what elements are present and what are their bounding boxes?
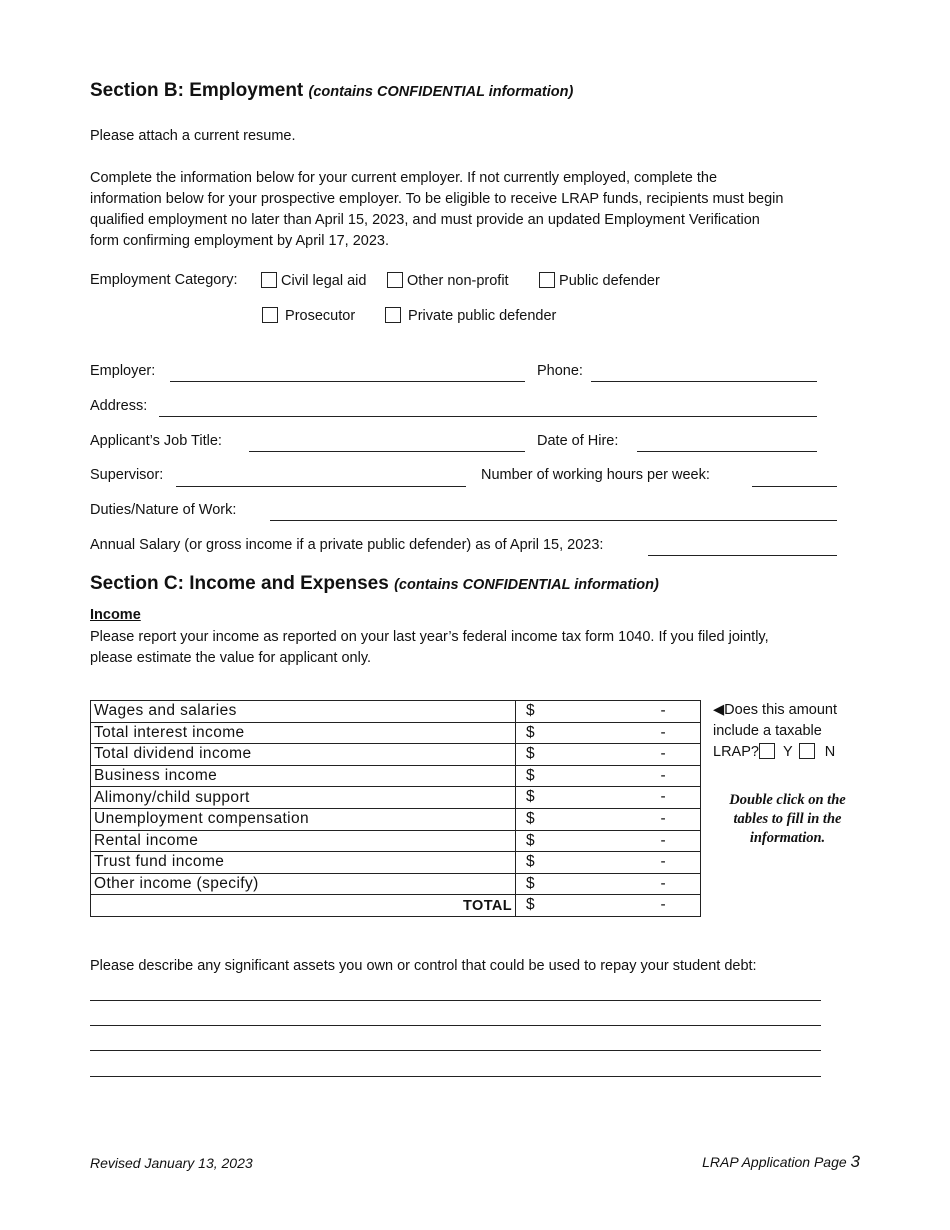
income-row-label: Wages and salaries [91,701,516,723]
category-other-non-profit[interactable] [387,272,509,289]
income-row-label: Unemployment compensation [91,808,516,830]
duties-label: Duties/Nature of Work: [90,502,237,518]
income-table[interactable] [90,700,701,917]
assets-line[interactable] [90,1025,821,1026]
income-row [91,744,701,766]
employment-instructions [90,168,850,252]
section-b-title [90,80,573,102]
date-of-hire-label: Date of Hire: [537,433,619,449]
total-amount-cell[interactable] [516,895,701,917]
page-footer [702,1152,860,1172]
category-prosecutor[interactable] [262,307,355,324]
section-b-confidential: (contains CONFIDENTIAL information) [308,84,574,100]
employment-category-label: Employment Category: [90,272,238,288]
instructions-line: Complete the information below for your current employer. If not currently employed, complete the [90,170,718,186]
taxable-note-line [713,700,863,721]
left-arrow-icon: ◀ [713,702,725,718]
income-value: - [660,702,666,719]
instructions-line: qualified employment no later than April 15, 2023, and must provide an updated Employment Verification [90,212,760,228]
assets-prompt: Please describe any significant assets you own or control that could be used to repay your student debt: [90,958,757,974]
income-amount-cell[interactable] [516,830,701,852]
job-title-field[interactable] [249,451,525,452]
income-currency: $ [526,723,536,741]
income-value: - [660,853,666,871]
attach-resume-text: Please attach a current resume. [90,128,296,144]
lrap-no-checkbox[interactable] [799,743,815,759]
income-row-label: Total dividend income [91,744,516,766]
income-row-label: Rental income [91,830,516,852]
prosecutor-checkbox[interactable] [262,307,278,323]
assets-line[interactable] [90,1076,821,1077]
lrap-yn-row [713,742,863,763]
income-row [91,830,701,852]
hours-field[interactable] [752,486,837,487]
section-b-title-text: Section B: Employment [90,80,304,101]
phone-label: Phone: [537,363,583,379]
address-field[interactable] [159,416,817,417]
category-public-defender[interactable] [539,272,660,289]
revised-date: Revised January 13, 2023 [90,1155,253,1171]
taxable-lrap-note [713,700,863,763]
income-amount-cell[interactable] [516,873,701,895]
income-amount-cell[interactable] [516,787,701,809]
private-public-defender-label: Private public defender [408,308,557,324]
income-amount-cell[interactable] [516,765,701,787]
fill-instructions-note [705,791,870,848]
assets-line[interactable] [90,1000,821,1001]
income-heading: Income [90,607,141,623]
income-amount-cell[interactable] [516,808,701,830]
income-row [91,765,701,787]
income-row [91,852,701,874]
income-row-label: Total interest income [91,722,516,744]
total-label: TOTAL [91,895,516,917]
taxable-note-line: include a taxable [713,723,822,739]
instructions-line: form confirming employment by April 17, 2023. [90,233,389,249]
income-row [91,722,701,744]
income-row-label: Alimony/child support [91,787,516,809]
total-currency: $ [526,896,536,914]
income-currency: $ [526,831,536,849]
section-c-confidential: (contains CONFIDENTIAL information) [394,577,659,593]
page-label: LRAP Application Page [702,1154,847,1170]
income-amount-cell[interactable] [516,744,701,766]
taxable-note-text: Does this amount [724,702,837,718]
income-row-label: Business income [91,765,516,787]
income-currency: $ [526,809,536,827]
employer-label: Employer: [90,363,156,379]
lrap-yes-label: Y [782,744,793,760]
income-value: - [660,766,666,784]
civil-legal-aid-checkbox[interactable] [261,272,277,288]
prosecutor-label: Prosecutor [285,308,356,324]
income-total-row [91,895,701,917]
income-value: - [660,745,666,763]
phone-field[interactable] [591,381,817,382]
income-value: - [660,831,666,849]
income-amount-cell[interactable] [516,701,701,723]
category-private-public-defender[interactable] [385,307,556,324]
income-currency: $ [526,702,536,719]
income-currency: $ [526,788,536,806]
salary-field[interactable] [648,555,837,556]
income-instructions [90,627,850,669]
other-non-profit-checkbox[interactable] [387,272,403,288]
job-title-label: Applicant’s Job Title: [90,433,222,449]
income-value: - [660,788,666,806]
income-currency: $ [526,874,536,892]
duties-field[interactable] [270,520,837,521]
salary-label: Annual Salary (or gross income if a private public defender) as of April 15, 2023: [90,537,604,553]
supervisor-field[interactable] [176,486,466,487]
income-value: - [660,723,666,741]
fill-note-line: tables to fill in the [733,811,842,827]
income-row-label: Other income (specify) [91,873,516,895]
address-label: Address: [90,398,148,414]
income-instructions-line: please estimate the value for applicant only. [90,650,372,666]
income-instructions-line: Please report your income as reported on your last year’s federal income tax form 1040. If you filed jointly, [90,629,769,645]
section-c-title [90,573,659,595]
income-value: - [660,809,666,827]
income-row [91,873,701,895]
income-row [91,701,701,723]
page-number: 3 [850,1152,860,1171]
private-public-defender-checkbox[interactable] [385,307,401,323]
income-amount-cell[interactable] [516,722,701,744]
category-civil-legal-aid[interactable] [261,272,366,289]
assets-line[interactable] [90,1050,821,1051]
income-row-label: Trust fund income [91,852,516,874]
lrap-yes-checkbox[interactable] [759,743,775,759]
civil-legal-aid-label: Civil legal aid [281,273,367,289]
income-currency: $ [526,745,536,763]
income-currency: $ [526,766,536,784]
employer-field[interactable] [170,381,525,382]
instructions-line: information below for your prospective employer. To be eligible to receive LRAP funds, recipients must begin [90,191,784,207]
supervisor-label: Supervisor: [90,467,164,483]
date-of-hire-field[interactable] [637,451,817,452]
hours-label: Number of working hours per week: [481,467,710,483]
fill-note-line: Double click on the [729,792,846,808]
income-value: - [660,874,666,892]
income-amount-cell[interactable] [516,852,701,874]
lrap-question: LRAP? [713,744,759,760]
total-value: - [660,896,666,914]
other-non-profit-label: Other non-profit [407,273,509,289]
lrap-no-label: N [824,744,836,760]
public-defender-label: Public defender [559,273,660,289]
section-c-title-text: Section C: Income and Expenses [90,573,389,594]
income-currency: $ [526,853,536,871]
public-defender-checkbox[interactable] [539,272,555,288]
income-row [91,808,701,830]
income-row [91,787,701,809]
fill-note-line: information. [749,830,826,846]
